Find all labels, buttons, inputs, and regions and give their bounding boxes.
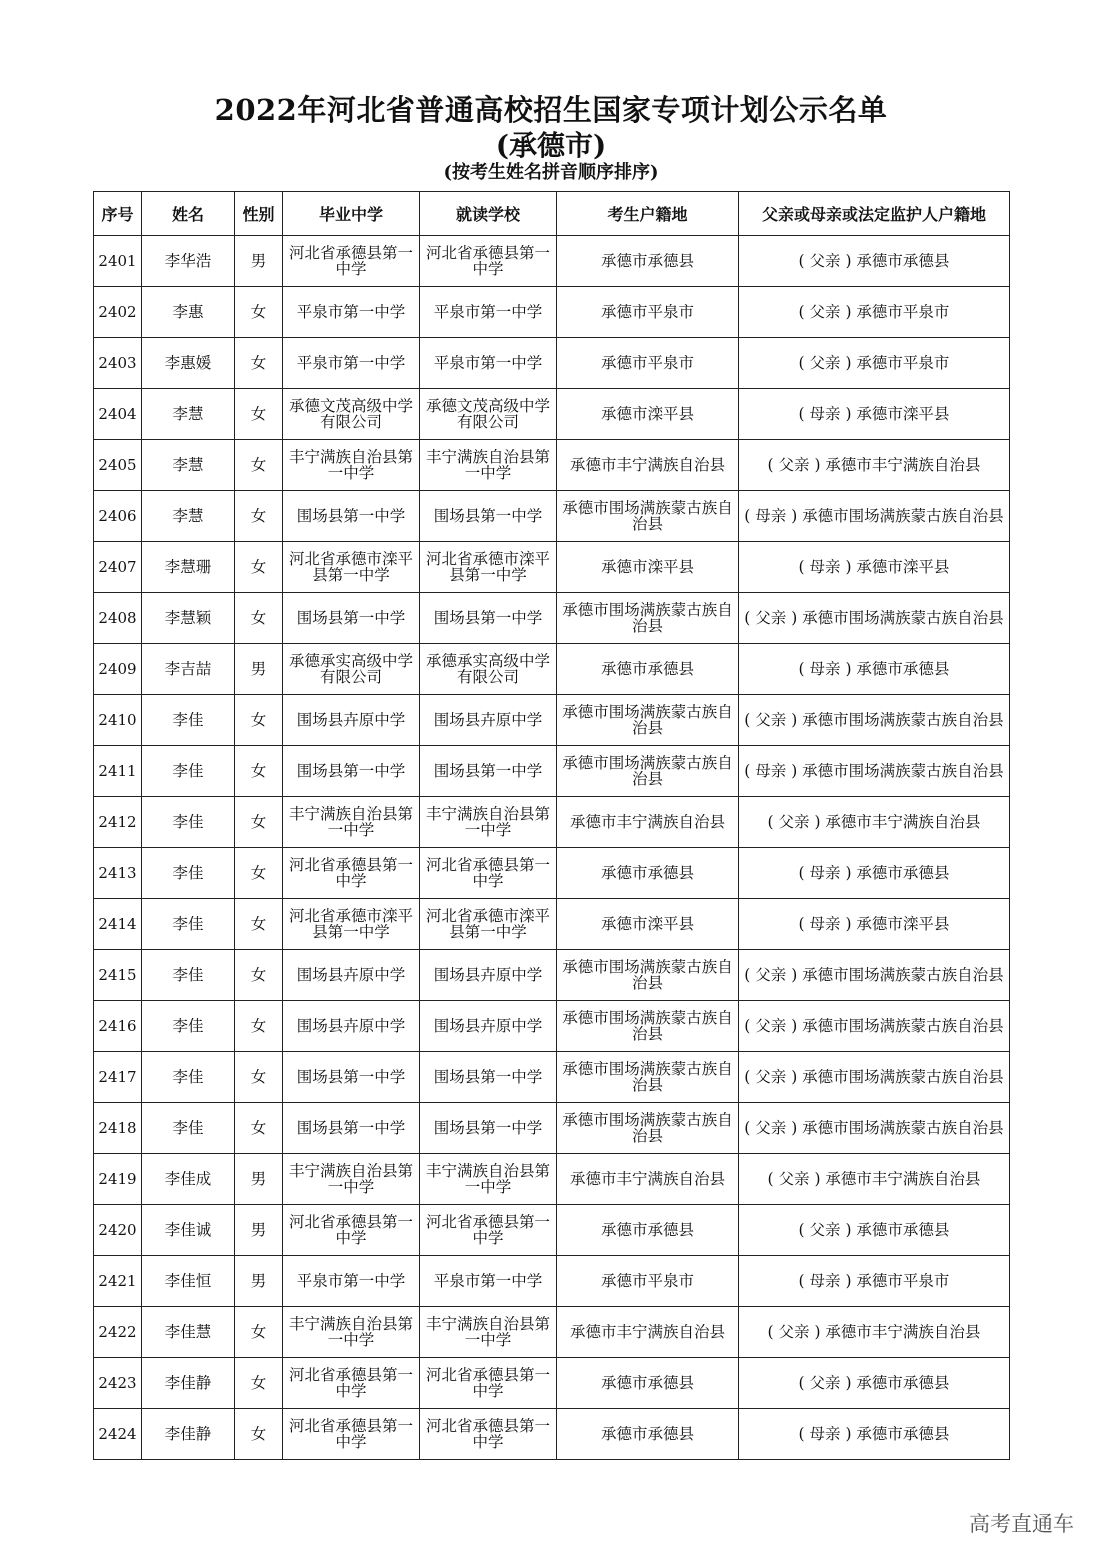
cell-student-hukou: 承德市围场满族蒙古族自治县: [557, 1001, 739, 1052]
cell-current-school: 丰宁满族自治县第一中学: [420, 797, 557, 848]
cell-seq: 2401: [94, 236, 142, 287]
cell-current-school: 河北省承德县第一中学: [420, 1205, 557, 1256]
cell-graduation-school: 河北省承德县第一中学: [283, 1205, 420, 1256]
cell-student-hukou: 承德市承德县: [557, 1358, 739, 1409]
cell-student-hukou: 承德市平泉市: [557, 1256, 739, 1307]
page-subtitle: (承德市): [495, 129, 607, 162]
cell-guardian-hukou: ( 父亲 ) 承德市围场满族蒙古族自治县: [739, 695, 1010, 746]
cell-seq: 2405: [94, 440, 142, 491]
cell-seq: 2423: [94, 1358, 142, 1409]
cell-name: 李佳诚: [142, 1205, 235, 1256]
cell-current-school: 河北省承德县第一中学: [420, 848, 557, 899]
cell-gender: 男: [235, 1154, 283, 1205]
cell-name: 李佳: [142, 797, 235, 848]
table-row: [94, 1001, 1010, 1052]
col-header-name: 姓名: [142, 192, 235, 236]
cell-current-school: 围场县第一中学: [420, 593, 557, 644]
cell-guardian-hukou: ( 父亲 ) 承德市承德县: [739, 1358, 1010, 1409]
cell-gender: 男: [235, 644, 283, 695]
cell-graduation-school: 围场县第一中学: [283, 491, 420, 542]
table-row: [94, 236, 1010, 287]
cell-graduation-school: 河北省承德县第一中学: [283, 1358, 420, 1409]
cell-student-hukou: 承德市围场满族蒙古族自治县: [557, 746, 739, 797]
cell-name: 李佳慧: [142, 1307, 235, 1358]
table-header-row: [94, 192, 1010, 236]
cell-student-hukou: 承德市丰宁满族自治县: [557, 1307, 739, 1358]
cell-guardian-hukou: ( 母亲 ) 承德市承德县: [739, 644, 1010, 695]
cell-student-hukou: 承德市滦平县: [557, 389, 739, 440]
cell-student-hukou: 承德市围场满族蒙古族自治县: [557, 1103, 739, 1154]
cell-name: 李慧: [142, 491, 235, 542]
cell-graduation-school: 平泉市第一中学: [283, 287, 420, 338]
table-row: [94, 593, 1010, 644]
cell-seq: 2403: [94, 338, 142, 389]
cell-name: 李慧颖: [142, 593, 235, 644]
cell-guardian-hukou: ( 父亲 ) 承德市丰宁满族自治县: [739, 797, 1010, 848]
cell-name: 李惠: [142, 287, 235, 338]
cell-student-hukou: 承德市平泉市: [557, 338, 739, 389]
cell-current-school: 围场县第一中学: [420, 491, 557, 542]
cell-gender: 女: [235, 1103, 283, 1154]
cell-seq: 2412: [94, 797, 142, 848]
cell-name: 李佳: [142, 1001, 235, 1052]
cell-gender: 女: [235, 542, 283, 593]
cell-current-school: 承德承实高级中学有限公司: [420, 644, 557, 695]
cell-graduation-school: 河北省承德市滦平县第一中学: [283, 899, 420, 950]
cell-graduation-school: 平泉市第一中学: [283, 1256, 420, 1307]
cell-gender: 女: [235, 491, 283, 542]
cell-gender: 男: [235, 1205, 283, 1256]
cell-graduation-school: 围场县卉原中学: [283, 695, 420, 746]
cell-name: 李佳: [142, 848, 235, 899]
cell-graduation-school: 丰宁满族自治县第一中学: [283, 797, 420, 848]
cell-graduation-school: 平泉市第一中学: [283, 338, 420, 389]
cell-student-hukou: 承德市围场满族蒙古族自治县: [557, 593, 739, 644]
cell-gender: 男: [235, 1256, 283, 1307]
col-header-student-hukou: 考生户籍地: [557, 192, 739, 236]
cell-gender: 女: [235, 950, 283, 1001]
cell-guardian-hukou: ( 父亲 ) 承德市围场满族蒙古族自治县: [739, 593, 1010, 644]
table-row: [94, 848, 1010, 899]
cell-current-school: 丰宁满族自治县第一中学: [420, 1154, 557, 1205]
cell-gender: 女: [235, 287, 283, 338]
table-row: [94, 1103, 1010, 1154]
cell-name: 李佳: [142, 1052, 235, 1103]
col-header-graduation-school: 毕业中学: [283, 192, 420, 236]
cell-guardian-hukou: ( 父亲 ) 承德市平泉市: [739, 338, 1010, 389]
table-row: [94, 1358, 1010, 1409]
cell-guardian-hukou: ( 父亲 ) 承德市丰宁满族自治县: [739, 1307, 1010, 1358]
cell-current-school: 平泉市第一中学: [420, 287, 557, 338]
cell-graduation-school: 围场县第一中学: [283, 1103, 420, 1154]
cell-current-school: 平泉市第一中学: [420, 1256, 557, 1307]
cell-seq: 2416: [94, 1001, 142, 1052]
cell-name: 李慧: [142, 440, 235, 491]
cell-name: 李佳成: [142, 1154, 235, 1205]
cell-current-school: 丰宁满族自治县第一中学: [420, 440, 557, 491]
cell-name: 李佳: [142, 950, 235, 1001]
cell-student-hukou: 承德市平泉市: [557, 287, 739, 338]
cell-seq: 2409: [94, 644, 142, 695]
cell-student-hukou: 承德市围场满族蒙古族自治县: [557, 1052, 739, 1103]
cell-seq: 2408: [94, 593, 142, 644]
cell-student-hukou: 承德市丰宁满族自治县: [557, 1154, 739, 1205]
cell-seq: 2407: [94, 542, 142, 593]
cell-gender: 女: [235, 440, 283, 491]
table-row: [94, 440, 1010, 491]
table-row: [94, 1409, 1010, 1460]
cell-current-school: 围场县第一中学: [420, 1103, 557, 1154]
cell-gender: 女: [235, 389, 283, 440]
cell-current-school: 围场县卉原中学: [420, 695, 557, 746]
cell-seq: 2402: [94, 287, 142, 338]
cell-current-school: 围场县卉原中学: [420, 950, 557, 1001]
cell-current-school: 丰宁满族自治县第一中学: [420, 1307, 557, 1358]
cell-seq: 2417: [94, 1052, 142, 1103]
cell-guardian-hukou: ( 父亲 ) 承德市丰宁满族自治县: [739, 440, 1010, 491]
cell-gender: 女: [235, 797, 283, 848]
cell-graduation-school: 承德文茂高级中学有限公司: [283, 389, 420, 440]
watermark-text: 高考直通车: [969, 1512, 1074, 1536]
col-header-guardian-hukou: 父亲或母亲或法定监护人户籍地: [739, 192, 1010, 236]
cell-name: 李佳: [142, 899, 235, 950]
cell-name: 李惠媛: [142, 338, 235, 389]
cell-guardian-hukou: ( 父亲 ) 承德市围场满族蒙古族自治县: [739, 1001, 1010, 1052]
cell-guardian-hukou: ( 母亲 ) 承德市围场满族蒙古族自治县: [739, 746, 1010, 797]
cell-seq: 2415: [94, 950, 142, 1001]
cell-graduation-school: 丰宁满族自治县第一中学: [283, 440, 420, 491]
cell-guardian-hukou: ( 父亲 ) 承德市平泉市: [739, 287, 1010, 338]
cell-guardian-hukou: ( 父亲 ) 承德市围场满族蒙古族自治县: [739, 950, 1010, 1001]
cell-seq: 2404: [94, 389, 142, 440]
cell-graduation-school: 围场县第一中学: [283, 746, 420, 797]
cell-current-school: 围场县第一中学: [420, 1052, 557, 1103]
cell-current-school: 河北省承德市滦平县第一中学: [420, 542, 557, 593]
cell-gender: 女: [235, 746, 283, 797]
cell-student-hukou: 承德市承德县: [557, 1409, 739, 1460]
cell-current-school: 河北省承德县第一中学: [420, 1409, 557, 1460]
table-row: [94, 338, 1010, 389]
cell-student-hukou: 承德市丰宁满族自治县: [557, 440, 739, 491]
table-row: [94, 1205, 1010, 1256]
cell-name: 李佳静: [142, 1358, 235, 1409]
col-header-current-school: 就读学校: [420, 192, 557, 236]
cell-seq: 2421: [94, 1256, 142, 1307]
cell-guardian-hukou: ( 父亲 ) 承德市承德县: [739, 1205, 1010, 1256]
cell-student-hukou: 承德市承德县: [557, 1205, 739, 1256]
cell-guardian-hukou: ( 母亲 ) 承德市滦平县: [739, 542, 1010, 593]
cell-graduation-school: 河北省承德县第一中学: [283, 848, 420, 899]
cell-student-hukou: 承德市围场满族蒙古族自治县: [557, 950, 739, 1001]
cell-name: 李华浩: [142, 236, 235, 287]
table-row: [94, 287, 1010, 338]
cell-graduation-school: 承德承实高级中学有限公司: [283, 644, 420, 695]
table-row: [94, 1052, 1010, 1103]
cell-gender: 女: [235, 1409, 283, 1460]
cell-name: 李佳: [142, 695, 235, 746]
cell-name: 李慧珊: [142, 542, 235, 593]
cell-name: 李佳恒: [142, 1256, 235, 1307]
roster-table: [93, 191, 1010, 1460]
cell-graduation-school: 围场县第一中学: [283, 1052, 420, 1103]
cell-current-school: 河北省承德县第一中学: [420, 236, 557, 287]
cell-student-hukou: 承德市围场满族蒙古族自治县: [557, 491, 739, 542]
cell-current-school: 平泉市第一中学: [420, 338, 557, 389]
cell-current-school: 围场县卉原中学: [420, 1001, 557, 1052]
table-row: [94, 746, 1010, 797]
cell-gender: 女: [235, 593, 283, 644]
cell-graduation-school: 围场县卉原中学: [283, 950, 420, 1001]
cell-guardian-hukou: ( 母亲 ) 承德市滦平县: [739, 899, 1010, 950]
cell-gender: 女: [235, 338, 283, 389]
col-header-seq: 序号: [94, 192, 142, 236]
table-row: [94, 695, 1010, 746]
cell-seq: 2419: [94, 1154, 142, 1205]
cell-seq: 2413: [94, 848, 142, 899]
cell-current-school: 河北省承德市滦平县第一中学: [420, 899, 557, 950]
cell-student-hukou: 承德市承德县: [557, 848, 739, 899]
cell-gender: 女: [235, 1052, 283, 1103]
cell-seq: 2410: [94, 695, 142, 746]
cell-seq: 2406: [94, 491, 142, 542]
cell-gender: 女: [235, 899, 283, 950]
table-row: [94, 491, 1010, 542]
col-header-gender: 性别: [235, 192, 283, 236]
cell-guardian-hukou: ( 母亲 ) 承德市滦平县: [739, 389, 1010, 440]
cell-guardian-hukou: ( 父亲 ) 承德市围场满族蒙古族自治县: [739, 1103, 1010, 1154]
cell-current-school: 河北省承德县第一中学: [420, 1358, 557, 1409]
cell-graduation-school: 丰宁满族自治县第一中学: [283, 1307, 420, 1358]
cell-gender: 女: [235, 1001, 283, 1052]
cell-seq: 2418: [94, 1103, 142, 1154]
cell-gender: 女: [235, 695, 283, 746]
cell-graduation-school: 丰宁满族自治县第一中学: [283, 1154, 420, 1205]
cell-guardian-hukou: ( 父亲 ) 承德市围场满族蒙古族自治县: [739, 1052, 1010, 1103]
cell-guardian-hukou: ( 母亲 ) 承德市承德县: [739, 848, 1010, 899]
cell-name: 李佳: [142, 1103, 235, 1154]
cell-seq: 2424: [94, 1409, 142, 1460]
table-row: [94, 644, 1010, 695]
table-row: [94, 797, 1010, 848]
table-row: [94, 899, 1010, 950]
cell-student-hukou: 承德市围场满族蒙古族自治县: [557, 695, 739, 746]
cell-student-hukou: 承德市滦平县: [557, 899, 739, 950]
table-row: [94, 389, 1010, 440]
cell-name: 李慧: [142, 389, 235, 440]
cell-gender: 女: [235, 1358, 283, 1409]
cell-gender: 女: [235, 1307, 283, 1358]
page-title: 2022年河北省普通高校招生国家专项计划公示名单: [214, 93, 888, 127]
cell-student-hukou: 承德市丰宁满族自治县: [557, 797, 739, 848]
table-row: [94, 1154, 1010, 1205]
cell-name: 李佳: [142, 746, 235, 797]
cell-name: 李佳静: [142, 1409, 235, 1460]
cell-guardian-hukou: ( 父亲 ) 承德市丰宁满族自治县: [739, 1154, 1010, 1205]
cell-guardian-hukou: ( 父亲 ) 承德市承德县: [739, 236, 1010, 287]
cell-current-school: 围场县第一中学: [420, 746, 557, 797]
cell-name: 李吉喆: [142, 644, 235, 695]
cell-student-hukou: 承德市承德县: [557, 644, 739, 695]
cell-guardian-hukou: ( 母亲 ) 承德市围场满族蒙古族自治县: [739, 491, 1010, 542]
table-row: [94, 1256, 1010, 1307]
cell-gender: 女: [235, 848, 283, 899]
cell-seq: 2411: [94, 746, 142, 797]
cell-graduation-school: 河北省承德县第一中学: [283, 236, 420, 287]
cell-guardian-hukou: ( 母亲 ) 承德市平泉市: [739, 1256, 1010, 1307]
cell-current-school: 承德文茂高级中学有限公司: [420, 389, 557, 440]
cell-graduation-school: 河北省承德县第一中学: [283, 1409, 420, 1460]
cell-student-hukou: 承德市承德县: [557, 236, 739, 287]
cell-student-hukou: 承德市滦平县: [557, 542, 739, 593]
table-row: [94, 542, 1010, 593]
cell-seq: 2414: [94, 899, 142, 950]
cell-gender: 男: [235, 236, 283, 287]
cell-seq: 2420: [94, 1205, 142, 1256]
cell-graduation-school: 围场县卉原中学: [283, 1001, 420, 1052]
cell-guardian-hukou: ( 母亲 ) 承德市承德县: [739, 1409, 1010, 1460]
cell-seq: 2422: [94, 1307, 142, 1358]
table-row: [94, 1307, 1010, 1358]
table-row: [94, 950, 1010, 1001]
cell-graduation-school: 河北省承德市滦平县第一中学: [283, 542, 420, 593]
cell-graduation-school: 围场县第一中学: [283, 593, 420, 644]
sort-note: (按考生姓名拼音顺序排序): [443, 162, 659, 183]
